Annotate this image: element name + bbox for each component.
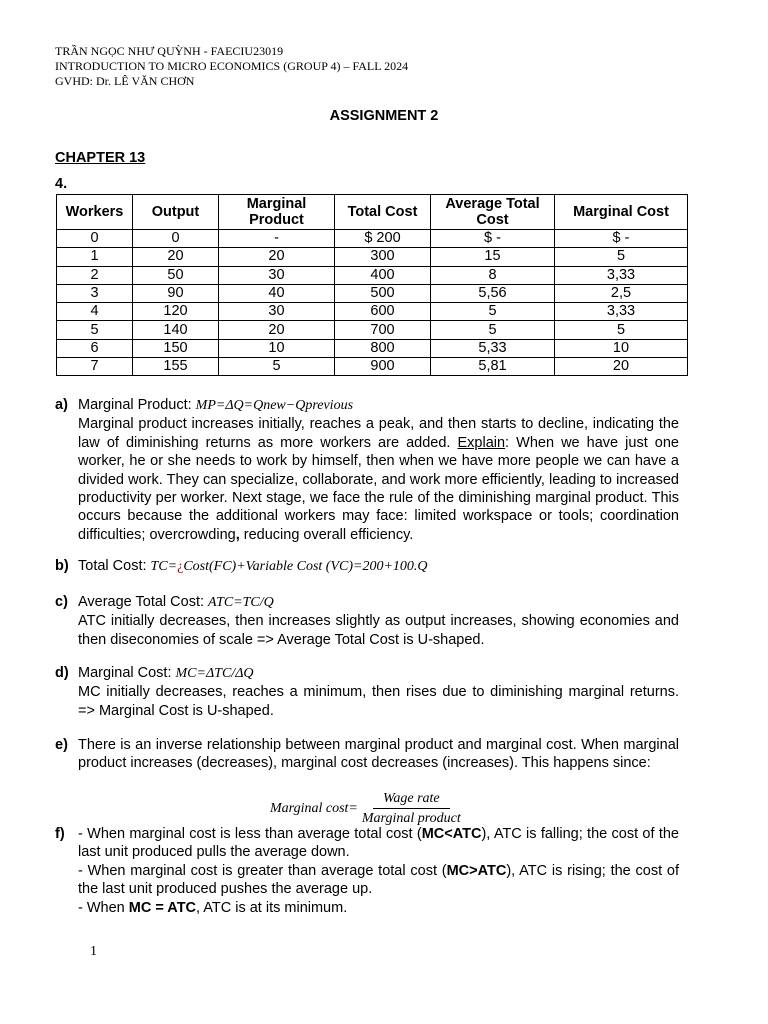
table-cell: 5,81 [431, 358, 555, 376]
table-cell: 50 [133, 266, 219, 284]
table-row [57, 230, 688, 248]
table-cell: 0 [133, 230, 219, 248]
answer-title: Marginal Cost: [78, 665, 176, 681]
answer-label: d) [55, 665, 69, 681]
page-number: 1 [90, 944, 97, 959]
table-cell: 800 [335, 339, 431, 357]
answer-title: Total Cost: [78, 558, 151, 574]
answer-c [55, 593, 679, 649]
table-cell: 400 [335, 266, 431, 284]
table-cell: 600 [335, 303, 431, 321]
table-cell: 2 [57, 266, 133, 284]
answer-text: : When we have just one worker, he or she needs to work by himself, then when we have more people we can have a divided work. They can specialize, collaborate, and work more efficiently, leading to increased productivity per worker. Next stage, we face the rule of the diminishing marginal product. This occurs because the additional workers may face: limited workspace or tools; coordination difficulties; overcrowding [78, 434, 679, 543]
table-cell: 10 [219, 339, 335, 357]
header-student-line: TRẦN NGỌC NHƯ QUỲNH - FAECIU23019 [55, 44, 284, 58]
table-cell: 10 [555, 339, 688, 357]
answer-label: a) [55, 397, 68, 413]
answer-e [55, 736, 679, 773]
table-cell: 300 [335, 248, 431, 266]
formula: TC=¿Cost(FC)+Variable Cost (VC)=200+100.Q [150, 559, 428, 574]
answer-body [78, 396, 679, 544]
table-cell: 4 [57, 303, 133, 321]
table-row [57, 339, 688, 357]
table-cell: 30 [219, 266, 335, 284]
answer-text: Marginal product increases initially, reaches a peak, and then starts to decline, indicating the law of diminishing returns as more workers are added. [78, 416, 679, 451]
table-cell: 90 [133, 284, 219, 302]
formula: MC=ΔTC/ΔQ [175, 666, 254, 681]
answer-body [78, 736, 679, 773]
answer-text: , [235, 526, 240, 543]
table-cell: - [219, 230, 335, 248]
question-number: 4. [55, 176, 68, 192]
table-cell: 20 [219, 321, 335, 339]
table-row [57, 248, 688, 266]
table-cell: 6 [57, 339, 133, 357]
answer-label: b) [55, 558, 69, 574]
table-cell: 150 [133, 339, 219, 357]
table-cell: 5 [219, 358, 335, 376]
table-header-cell: Average Total Cost [431, 195, 555, 230]
table-cell: 5 [57, 321, 133, 339]
table-header-cell: Marginal Product [219, 195, 335, 230]
chapter-heading: CHAPTER 13 [55, 150, 146, 166]
table-cell: $ - [431, 230, 555, 248]
document-header [55, 44, 408, 89]
table-cell: 120 [133, 303, 219, 321]
table-cell: 0 [57, 230, 133, 248]
explain-label: Explain [457, 434, 506, 451]
table-cell: 2,5 [555, 284, 688, 302]
table-cell: 15 [431, 248, 555, 266]
table-row [57, 358, 688, 376]
table-header-row [57, 195, 688, 230]
table-cell: 20 [219, 248, 335, 266]
table-cell: $ - [555, 230, 688, 248]
table-header-cell: Total Cost [335, 195, 431, 230]
table-row [57, 303, 688, 321]
table-cell: 20 [133, 248, 219, 266]
table-cell: 7 [57, 358, 133, 376]
table-cell: 8 [431, 266, 555, 284]
answer-a [55, 396, 679, 544]
answer-label: f) [55, 826, 65, 842]
formula: ATC=TC/Q [208, 595, 274, 610]
formula-lhs: Marginal cost= [270, 801, 358, 816]
answer-label: c) [55, 594, 68, 610]
table-header-cell: Marginal Cost [555, 195, 688, 230]
answer-text: reducing overall efficiency. [239, 526, 414, 543]
table-cell: $ 200 [335, 230, 431, 248]
table-cell: 5 [431, 303, 555, 321]
table-cell: 1 [57, 248, 133, 266]
formula-denominator: Marginal product [361, 811, 461, 826]
table-cell: 5 [431, 321, 555, 339]
formula: MP=ΔQ=Qnew−Qprevious [195, 398, 354, 413]
table-cell: 5,56 [431, 284, 555, 302]
answer-label: e) [55, 737, 68, 753]
answer-text: ATC initially decreases, then increases slightly as output increases, showing economies and then diseconomies of scale => Average Total Cost is U-shaped. [78, 613, 679, 648]
table-cell: 900 [335, 358, 431, 376]
formula-numerator: Wage rate [373, 790, 450, 809]
table-row [57, 284, 688, 302]
table-cell: 5 [555, 321, 688, 339]
header-course-line: INTRODUCTION TO MICRO ECONOMICS (GROUP 4) – FALL 2024 [55, 59, 409, 73]
answer-body [78, 664, 679, 720]
answer-b [55, 557, 679, 576]
assignment-title: ASSIGNMENT 2 [329, 108, 439, 124]
answer-title: Marginal Product: [78, 397, 196, 413]
answer-body: - When marginal cost is less than average total cost (MC<ATC), ATC is falling; the cost of the last unit produced pulls the average down. - When marginal cost is greater than average total cost (MC>ATC), ATC is rising; the cost of the last unit produced pushes the average up. - When MC = ATC, ATC is at its minimum. [78, 826, 679, 916]
table-cell: 3 [57, 284, 133, 302]
answer-text: There is an inverse relationship between marginal product and marginal cost. When marginal product increases (decreases), marginal cost decreases (increases). This happens since: [78, 737, 679, 772]
table-header-cell: Workers [57, 195, 133, 230]
answer-d [55, 664, 679, 720]
table-cell: 30 [219, 303, 335, 321]
header-instructor-line: GVHD: Dr. LÊ VĂN CHƠN [55, 74, 195, 88]
table-row [57, 321, 688, 339]
marginal-cost-formula [270, 790, 461, 828]
table-row [57, 266, 688, 284]
answer-f [55, 825, 679, 917]
table-cell: 3,33 [555, 303, 688, 321]
table-cell: 3,33 [555, 266, 688, 284]
table-cell: 20 [555, 358, 688, 376]
table-cell: 5,33 [431, 339, 555, 357]
answer-text: MC initially decreases, reaches a minimum, then rises due to diminishing marginal returns. => Marginal Cost is U-shaped. [78, 684, 679, 719]
table-cell: 155 [133, 358, 219, 376]
answer-body [78, 593, 679, 649]
table-cell: 500 [335, 284, 431, 302]
table-cell: 140 [133, 321, 219, 339]
cost-table [56, 194, 688, 376]
table-header-cell: Output [133, 195, 219, 230]
table-cell: 700 [335, 321, 431, 339]
answer-title: Average Total Cost: [78, 594, 209, 610]
table-body [57, 230, 688, 376]
table-cell: 5 [555, 248, 688, 266]
answer-body [78, 557, 679, 576]
table-cell: 40 [219, 284, 335, 302]
